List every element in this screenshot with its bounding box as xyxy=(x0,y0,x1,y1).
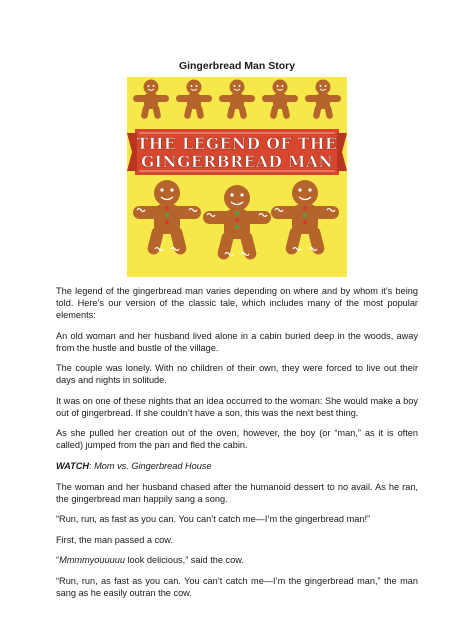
paragraph: First, the man passed a cow. xyxy=(56,534,173,545)
watch-video-link[interactable]: Mom vs. Gingerbread House xyxy=(94,460,212,471)
paragraph: The couple was lonely. With no children of their own, they were forced to live out their days and nights in solitude. xyxy=(56,363,418,386)
cow-exclamation: Mmmmyouuuuu xyxy=(59,555,125,566)
document-title: Gingerbread Man Story xyxy=(178,60,296,72)
paragraph: The woman and her husband chased after the humanoid dessert to no avail. As he ran, the gingerbread man happily sang a song. xyxy=(56,481,418,504)
paragraph: “Run, run, as fast as you can. You can’t catch me—I’m the gingerbread man,” the man sang as he easily outran the cow. xyxy=(56,575,418,598)
watch-label: WATCH xyxy=(56,460,89,471)
title-banner xyxy=(127,129,347,175)
paragraph: The legend of the gingerbread man varies depending on where and by whom it’s being told. Here’s our version of the classic tale, which includes many of the most popular elements: xyxy=(56,286,418,320)
cow-quote-rest: look delicious,” said the cow. xyxy=(124,555,244,566)
cow-quote-paragraph xyxy=(56,554,418,566)
story-body xyxy=(56,285,418,608)
banner-line-1: THE LEGEND OF THE xyxy=(136,134,338,153)
quote-open: “ xyxy=(56,555,60,566)
paragraph: “Run, run, as fast as you can. You can’t catch me—I’m the gingerbread man!” xyxy=(56,514,371,525)
paragraph: An old woman and her husband lived alone in a cabin buried deep in the woods, away from the hustle and bustle of the village. xyxy=(56,330,418,353)
paragraph: As she pulled her creation out of the oven, however, the boy (or “man,” as it is often called) jumped from the pan and fled the cabin. xyxy=(56,428,418,451)
gingerbread-poster-image xyxy=(127,77,347,277)
banner-line-2: GINGERBREAD MAN xyxy=(140,152,334,171)
watch-separator: : xyxy=(89,460,95,471)
watch-line[interactable] xyxy=(56,460,418,472)
paragraph: It was on one of these nights that an idea occurred to the woman: She would make a boy out of gingerbread. If she couldn’t have a son, this was the next best thing. xyxy=(56,395,418,418)
